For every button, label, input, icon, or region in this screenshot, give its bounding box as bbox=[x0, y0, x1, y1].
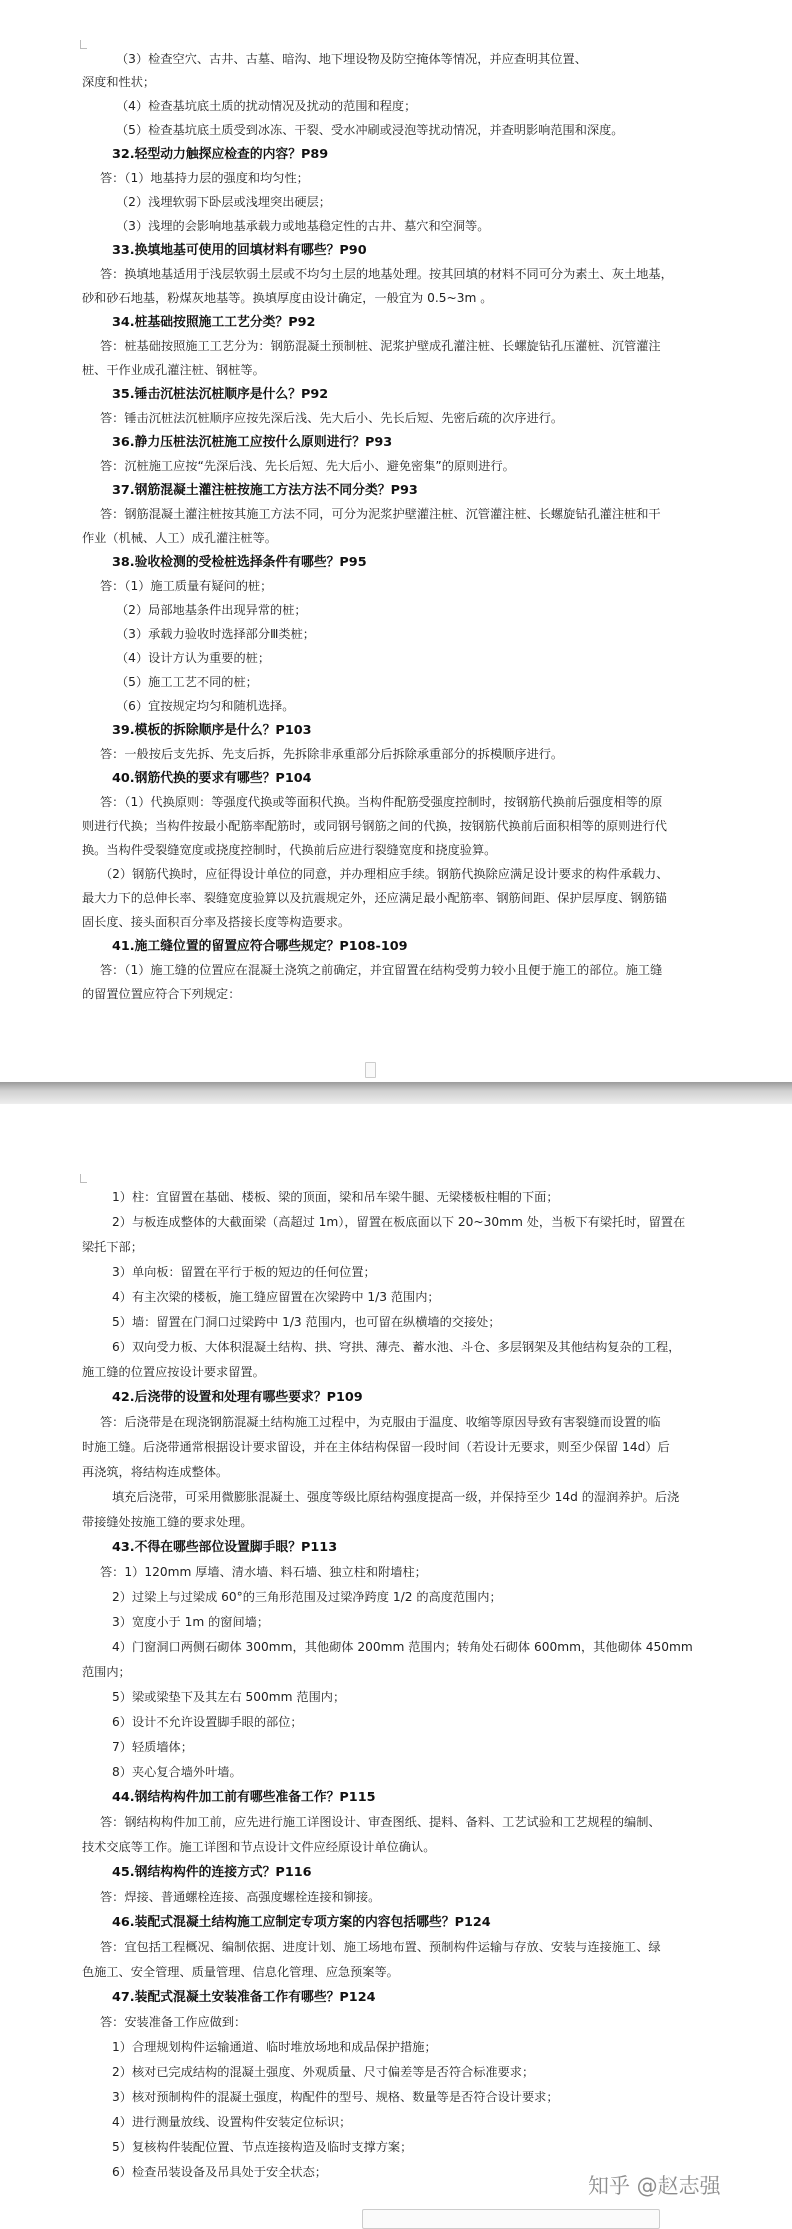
text-line: 答：1）120mm 厚墙、清水墙、料石墙、独立柱和附墙柱； bbox=[100, 1565, 427, 1579]
text-line: 换。当构件受裂缝宽度或挠度控制时，代换前后应进行裂缝宽度和挠度验算。 bbox=[82, 843, 497, 857]
question-heading: 40.钢筋代换的要求有哪些？P104 bbox=[112, 771, 312, 786]
text-line: （4）检查基坑底土质的扰动情况及扰动的范围和程度； bbox=[116, 99, 417, 113]
text-line: 答：（1）施工缝的位置应在混凝土浇筑之前确定，并宜留置在结构受剪力较小且便于施工的部位。施工缝 bbox=[100, 963, 663, 977]
text-line: （3）承载力验收时选择部分Ⅲ类桩； bbox=[116, 627, 315, 641]
text-line: 深度和性状； bbox=[82, 75, 156, 89]
text-line: 4）门窗洞口两侧石砌体 300mm，其他砌体 200mm 范围内；转角处石砌体 600mm，其他砌体 450mm bbox=[112, 1640, 693, 1654]
text-line: 答：（1）代换原则：等强度代换或等面积代换。当构件配筋受强度控制时，按钢筋代换前后强度相等的原 bbox=[100, 795, 663, 809]
question-heading: 32.轻型动力触探应检查的内容？P89 bbox=[112, 147, 329, 162]
text-line: 5）墙：留置在门洞口过梁跨中 1/3 范围内，也可留在纵横墙的交接处； bbox=[112, 1315, 501, 1329]
text-line: 时施工缝。后浇带通常根据设计要求留设，并在主体结构保留一段时间（若设计无要求，则至少保留 14d）后 bbox=[82, 1440, 670, 1454]
text-line: 2）与板连成整体的大截面梁（高超过 1m），留置在板底面以下 20~30mm 处，当板下有梁托时，留置在 bbox=[112, 1215, 686, 1229]
watermark: 知乎 @赵志强 bbox=[588, 2174, 721, 2198]
text-line: 带接缝处按施工缝的要求处理。 bbox=[82, 1515, 253, 1529]
text-line: （3）浅埋的会影响地基承载力或地基稳定性的古井、墓穴和空洞等。 bbox=[116, 219, 490, 233]
question-heading: 38.验收检测的受检桩选择条件有哪些？P95 bbox=[112, 555, 367, 570]
text-line: 答：沉桩施工应按“先深后浅、先长后短、先大后小、避免密集”的原则进行。 bbox=[100, 459, 515, 473]
text-line: 3）宽度小于 1m 的窗间墙； bbox=[112, 1615, 270, 1629]
text-line: （3）检查空穴、古井、古墓、暗沟、地下埋设物及防空掩体等情况，并应查明其位置、 bbox=[116, 52, 587, 66]
question-heading: 43.不得在哪些部位设置脚手眼？P113 bbox=[112, 1540, 338, 1555]
text-line: 最大力下的总伸长率、裂缝宽度验算以及抗震规定外，还应满足最小配筋率、钢筋间距、保护层厚度、钢筋锚 bbox=[82, 891, 667, 905]
text-line: 1）合理规划构件运输通道、临时堆放场地和成品保护措施； bbox=[112, 2040, 437, 2054]
text-line: 6）设计不允许设置脚手眼的部位； bbox=[112, 1715, 303, 1729]
text-line: 填充后浇带，可采用微膨胀混凝土、强度等级比原结构强度提高一级，并保持至少 14d 的湿润养护。后浇 bbox=[112, 1490, 680, 1504]
text-line: 答：后浇带是在现浇钢筋混凝土结构施工过程中，为克服由于温度、收缩等原因导致有害裂缝而设置的临 bbox=[100, 1415, 661, 1429]
text-line: 砂和砂石地基，粉煤灰地基等。换填厚度由设计确定，一般宜为 0.5~3m 。 bbox=[82, 291, 493, 305]
text-line: 答：（1）地基持力层的强度和均匀性； bbox=[100, 171, 309, 185]
text-line: 5）复核构件装配位置、节点连接构造及临时支撑方案； bbox=[112, 2140, 413, 2154]
text-line: 7）轻质墙体； bbox=[112, 1740, 193, 1754]
question-heading: 39.模板的拆除顺序是什么？P103 bbox=[112, 723, 312, 738]
text-line: 3）单向板：留置在平行于板的短边的任何位置； bbox=[112, 1265, 376, 1279]
page-gap bbox=[0, 1082, 792, 1104]
question-heading: 44.钢结构构件加工前有哪些准备工作？P115 bbox=[112, 1790, 376, 1805]
question-heading: 35.锤击沉桩法沉桩顺序是什么？P92 bbox=[112, 387, 329, 402]
text-line: 作业（机械、人工）成孔灌注桩等。 bbox=[82, 531, 277, 545]
text-line: 6）检查吊装设备及吊具处于安全状态； bbox=[112, 2165, 327, 2179]
text-line: 再浇筑，将结构连成整体。 bbox=[82, 1465, 229, 1479]
text-line: （4）设计方认为重要的桩； bbox=[116, 651, 271, 665]
text-line: 2）核对已完成结构的混凝土强度、外观质量、尺寸偏差等是否符合标准要求； bbox=[112, 2065, 535, 2079]
page-corner-mark bbox=[80, 1174, 87, 1183]
question-heading: 33.换填地基可使用的回填材料有哪些？P90 bbox=[112, 243, 367, 258]
text-line: 施工缝的位置应按设计要求留置。 bbox=[82, 1365, 265, 1379]
question-heading: 37.钢筋混凝土灌注桩按施工方法方法不同分类？P93 bbox=[112, 483, 418, 498]
text-line: 5）梁或梁垫下及其左右 500mm 范围内； bbox=[112, 1690, 346, 1704]
text-line: 技术交底等工作。施工详图和节点设计文件应经原设计单位确认。 bbox=[82, 1840, 436, 1854]
page-corner-mark bbox=[80, 40, 87, 49]
question-heading: 41.施工缝位置的留置应符合哪些规定？P108-109 bbox=[112, 939, 408, 954]
question-heading: 34.桩基础按照施工工艺分类？P92 bbox=[112, 315, 316, 330]
question-heading: 42.后浇带的设置和处理有哪些要求？P109 bbox=[112, 1390, 363, 1405]
text-line: 答：安装准备工作应做到： bbox=[100, 2015, 247, 2029]
reader-scroll-bar[interactable] bbox=[362, 2209, 660, 2229]
text-line: 梁托下部； bbox=[82, 1240, 143, 1254]
text-line: 则进行代换；当构件按最小配筋率配筋时，或同钢号钢筋之间的代换，按钢筋代换前后面积相等的原则进行代 bbox=[82, 819, 667, 833]
question-heading: 46.装配式混凝土结构施工应制定专项方案的内容包括哪些？P124 bbox=[112, 1915, 491, 1930]
text-line: 范围内； bbox=[82, 1665, 131, 1679]
text-line: （5）施工工艺不同的桩； bbox=[116, 675, 258, 689]
text-line: 答：（1）施工质量有疑问的桩； bbox=[100, 579, 273, 593]
question-heading: 36.静力压桩法沉桩施工应按什么原则进行？P93 bbox=[112, 435, 393, 450]
text-line: 3）核对预制构件的混凝土强度，构配件的型号、规格、数量等是否符合设计要求； bbox=[112, 2090, 559, 2104]
text-line: 4）有主次梁的楼板，施工缝应留置在次梁跨中 1/3 范围内； bbox=[112, 1290, 440, 1304]
text-line: （2）浅埋软弱下卧层或浅埋突出硬层； bbox=[116, 195, 331, 209]
text-line: （6）宜按规定均匀和随机选择。 bbox=[116, 699, 295, 713]
text-line: 答：换填地基适用于浅层软弱土层或不均匀土层的地基处理。按其回填的材料不同可分为素土、灰土地基， bbox=[100, 267, 673, 281]
text-line: 答：钢结构构件加工前，应先进行施工详图设计、审查图纸、提料、备料、工艺试验和工艺规程的编制、 bbox=[100, 1815, 661, 1829]
text-line: 固长度、接头面积百分率及搭接长度等构造要求。 bbox=[82, 915, 351, 929]
text-line: 答：钢筋混凝土灌注桩按其施工方法不同，可分为泥浆护壁灌注桩、沉管灌注桩、长螺旋钻孔灌注桩和干 bbox=[100, 507, 661, 521]
text-line: 色施工、安全管理、质量管理、信息化管理、应急预案等。 bbox=[82, 1965, 399, 1979]
text-line: 4）进行测量放线、设置构件安装定位标识； bbox=[112, 2115, 352, 2129]
text-line: 8）夹心复合墙外叶墙。 bbox=[112, 1765, 242, 1779]
text-line: 答：桩基础按照施工工艺分为：钢筋混凝土预制桩、泥浆护壁成孔灌注桩、长螺旋钻孔压灌桩、沉管灌注 bbox=[100, 339, 661, 353]
text-line: 答：宜包括工程概况、编制依据、进度计划、施工场地布置、预制构件运输与存放、安装与连接施工、绿 bbox=[100, 1940, 661, 1954]
text-line: （2）局部地基条件出现异常的桩； bbox=[116, 603, 307, 617]
question-heading: 45.钢结构构件的连接方式？P116 bbox=[112, 1865, 312, 1880]
text-line: （5）检查基坑底土质受到冰冻、干裂、受水冲刷或浸泡等扰动情况，并查明影响范围和深度。 bbox=[116, 123, 624, 137]
question-heading: 47.装配式混凝土安装准备工作有哪些？P124 bbox=[112, 1990, 376, 2005]
page-break-marker-icon bbox=[365, 1062, 376, 1078]
text-line: 答：锤击沉桩法沉桩顺序应按先深后浅、先大后小、先长后短、先密后疏的次序进行。 bbox=[100, 411, 564, 425]
text-line: 答：一般按后支先拆、先支后拆，先拆除非承重部分后拆除承重部分的拆模顺序进行。 bbox=[100, 747, 564, 761]
text-line: 桩、干作业成孔灌注桩、钢桩等。 bbox=[82, 363, 265, 377]
text-line: 答：焊接、普通螺栓连接、高强度螺栓连接和铆接。 bbox=[100, 1890, 381, 1904]
text-line: （2）钢筋代换时，应征得设计单位的同意，并办理相应手续。钢筋代换除应满足设计要求的构件承载力、 bbox=[100, 867, 669, 881]
text-line: 1）柱：宜留置在基础、楼板、梁的顶面，梁和吊车梁牛腿、无梁楼板柱帽的下面； bbox=[112, 1190, 559, 1204]
text-line: 6）双向受力板、大体积混凝土结构、拱、穹拱、薄壳、蓄水池、斗仓、多层钢架及其他结构复杂的工程， bbox=[112, 1340, 681, 1354]
text-line: 2）过梁上与过梁成 60°的三角形范围及过梁净跨度 1/2 的高度范围内； bbox=[112, 1590, 502, 1604]
text-line: 的留置位置应符合下列规定： bbox=[82, 987, 241, 1001]
